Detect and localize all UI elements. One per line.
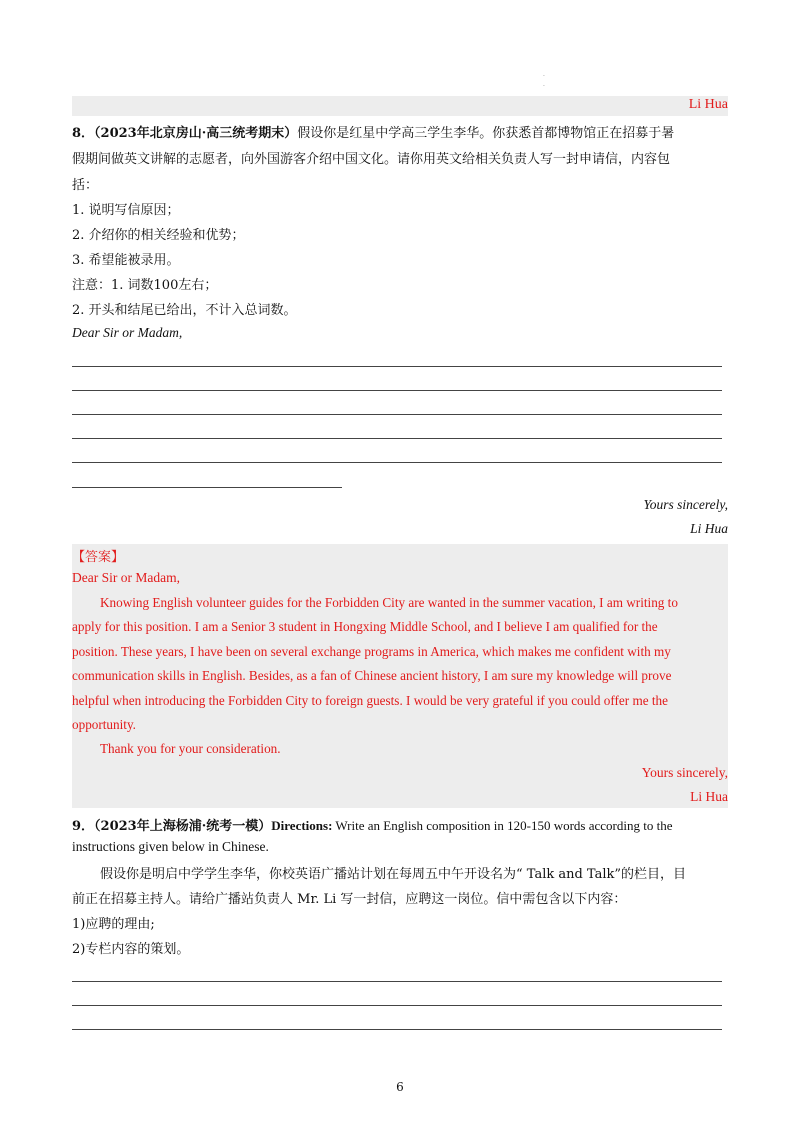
q9-item-2: 2)专栏内容的策划。: [72, 942, 190, 957]
q9-source: （2023年上海杨浦·统考一模）: [94, 819, 272, 834]
previous-answer-tail: [72, 96, 728, 116]
q9-header: [72, 815, 672, 834]
q8-number: 8．: [72, 126, 95, 141]
answer-body: [72, 591, 724, 762]
answer-line: Knowing English volunteer guides for the Forbidden City are wanted in the summer vacation, I am writing to: [100, 595, 678, 610]
answer-label: 【答案】: [72, 550, 125, 565]
answer-closing: Yours sincerely,: [641, 765, 728, 780]
writing-line: [72, 1005, 722, 1006]
q9-item-1: 1)应聘的理由;: [72, 917, 155, 932]
writing-line: [72, 981, 722, 982]
q8-source: （2023年北京房山·高三统考期末）: [94, 126, 298, 141]
q8-note-1: 注意：1. 词数100左右；: [72, 278, 218, 293]
answer-line: position. These years, I have been on several exchange programs in America, which makes me confident with my: [72, 643, 671, 659]
q9-cn-line2: 前正在招募主持人。请给广播站负责人 Mr. Li 写一封信，应聘这一岗位。信中需包含以下内容：: [72, 892, 627, 907]
answer-line: helpful when introducing the Forbidden City to foreign guests. I would be very grateful if you could offer me the: [72, 692, 668, 708]
answer-line: opportunity.: [72, 717, 136, 733]
answer-line: apply for this position. I am a Senior 3 student in Hongxing Middle School, and I believe I am qualified for the: [72, 619, 658, 635]
writing-line: [72, 1029, 722, 1030]
q9-directions-line2: instructions given below in Chinese.: [72, 839, 269, 854]
q9-directions-line1: Write an English composition in 120-150 words according to the: [332, 818, 673, 833]
writing-line-short: [72, 487, 342, 488]
writing-line: [72, 366, 722, 367]
answer-line: communication skills in English. Besides, as a fan of Chinese ancient history, I am sure my knowledge will prove: [72, 668, 672, 684]
top-signature: Li Hua: [688, 97, 728, 112]
q9-cn-line1: 假设你是明启中学学生李华，你校英语广播站计划在每周五中午开设名为“ Talk and Talk”的栏目，目: [100, 867, 687, 882]
q8-item-1: 1. 说明写信原因；: [72, 203, 180, 218]
page-number: 6: [396, 1080, 404, 1094]
q8-closing: Yours sincerely,: [643, 497, 728, 512]
answer-salutation: Dear Sir or Madam,: [72, 570, 180, 585]
answer-signature: Li Hua: [690, 789, 728, 804]
q9-directions-label: Directions:: [271, 818, 333, 833]
q8-salutation: Dear Sir or Madam,: [72, 325, 183, 340]
writing-line: [72, 438, 722, 439]
q8-header: [72, 122, 674, 141]
q8-item-2: 2. 介绍你的相关经验和优势；: [72, 228, 245, 243]
q8-prompt-line1: 假设你是红星中学高三学生李华。你获悉首都博物馆正在招募于暑: [297, 126, 675, 141]
q8-prompt-line2: 假期间做英文讲解的志愿者，向外国游客介绍中国文化。请你用英文给相关负责人写一封申请信，内容包: [72, 152, 671, 167]
writing-line: [72, 462, 722, 463]
writing-line: [72, 390, 722, 391]
answer-thanks: Thank you for your consideration.: [100, 741, 281, 757]
q8-prompt-line3: 括：: [72, 178, 99, 193]
q8-signature: Li Hua: [690, 521, 728, 536]
q8-item-3: 3. 希望能被录用。: [72, 253, 180, 268]
writing-line: [72, 414, 722, 415]
decorative-dots: · ·: [543, 73, 545, 90]
q9-number: 9．: [72, 819, 95, 834]
q8-note-2: 2. 开头和结尾已给出，不计入总词数。: [72, 303, 297, 318]
